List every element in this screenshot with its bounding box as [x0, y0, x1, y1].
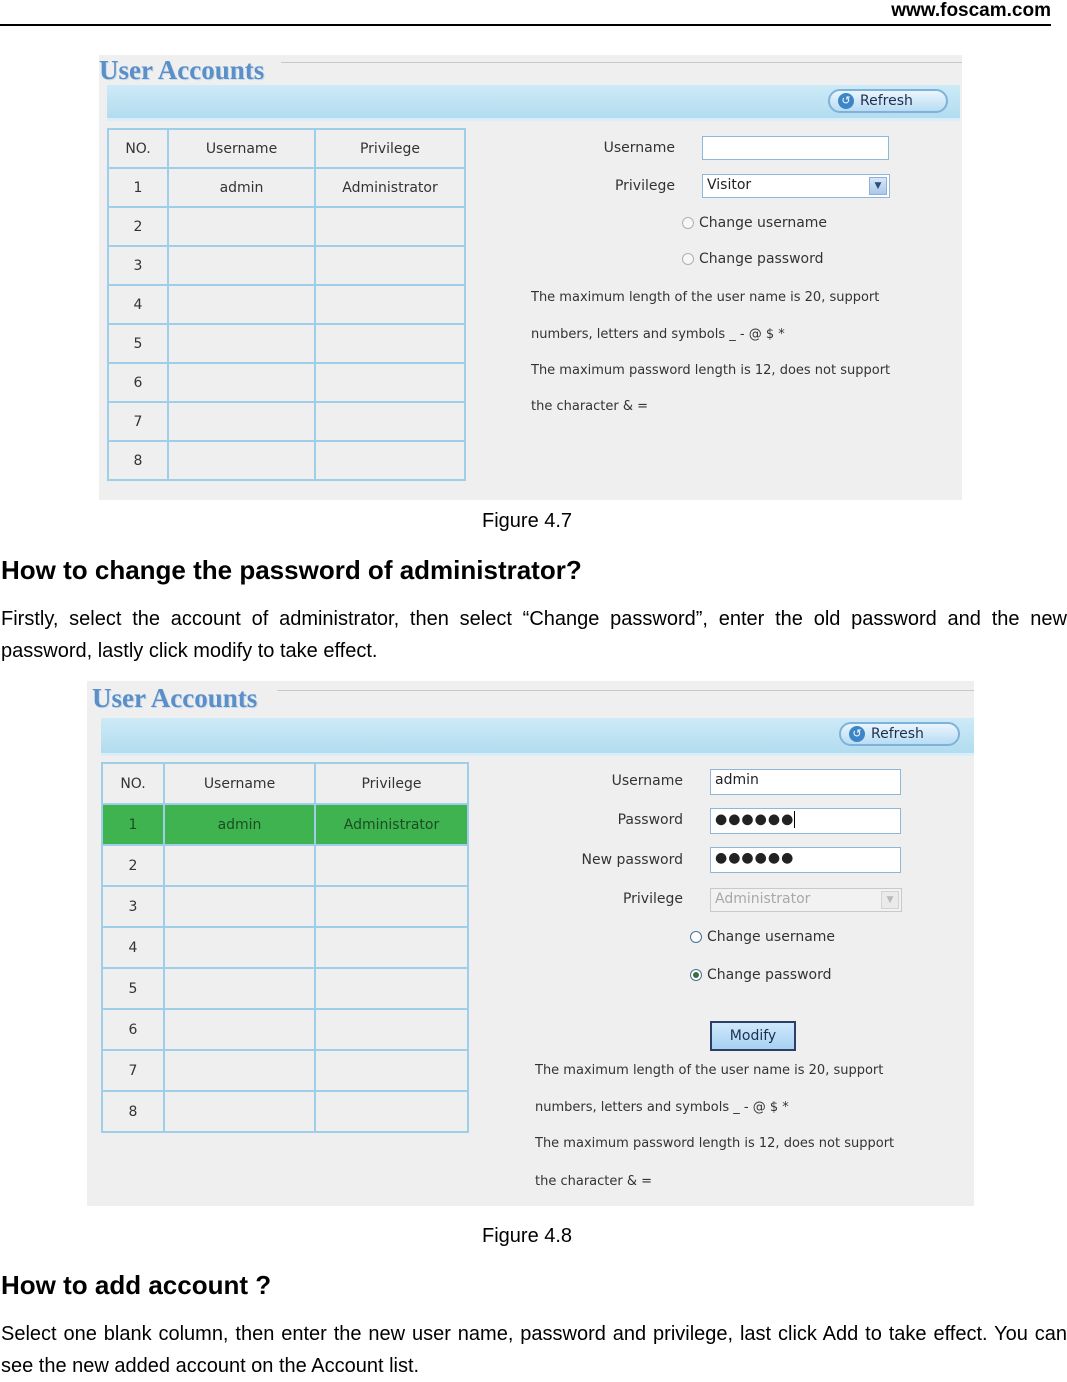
- table-row[interactable]: [102, 1050, 468, 1091]
- row-username: [164, 886, 315, 927]
- note-line: The maximum length of the user name is 20, support: [535, 1063, 884, 1078]
- note-line: numbers, letters and symbols _ - @ $ *: [535, 1100, 789, 1115]
- radio-checked-icon: [690, 969, 702, 981]
- row-privilege: [315, 845, 468, 886]
- note-line: The maximum length of the user name is 20, support: [531, 290, 880, 305]
- header-no: NO.: [108, 129, 168, 168]
- row-username: [164, 1009, 315, 1050]
- privilege-select[interactable]: [702, 174, 890, 198]
- refresh-button[interactable]: [828, 89, 948, 113]
- note-line: the character & =: [535, 1174, 653, 1189]
- table-header-row: [102, 763, 468, 804]
- table-row[interactable]: [102, 1009, 468, 1050]
- figure-title: User Accounts: [92, 683, 258, 713]
- row-privilege: [315, 285, 465, 324]
- figure-caption: Figure 4.7: [482, 510, 573, 532]
- row-privilege: [315, 402, 465, 441]
- privilege-value: Visitor: [707, 177, 752, 193]
- row-no: 4: [108, 285, 168, 324]
- row-no: 1: [102, 804, 164, 845]
- table-row[interactable]: [102, 927, 468, 968]
- radio-icon: [682, 217, 694, 229]
- username-label: Username: [611, 773, 683, 789]
- figure-4-7: [99, 55, 962, 500]
- table-row[interactable]: [108, 168, 465, 207]
- row-username: [164, 845, 315, 886]
- row-privilege: [315, 324, 465, 363]
- row-username: [164, 1050, 315, 1091]
- row-no: 7: [108, 402, 168, 441]
- row-privilege: [315, 1050, 468, 1091]
- header-username: Username: [168, 129, 315, 168]
- row-username: [164, 1091, 315, 1132]
- section-heading: How to add account ?: [1, 1270, 272, 1300]
- refresh-icon: ↺: [849, 726, 865, 742]
- row-no: 5: [108, 324, 168, 363]
- row-privilege: [315, 1091, 468, 1132]
- row-no: 1: [108, 168, 168, 207]
- privilege-value: Administrator: [715, 891, 811, 907]
- row-username: admin: [168, 168, 315, 207]
- row-username: [164, 968, 315, 1009]
- text-caret: [794, 811, 795, 828]
- radio-icon: [690, 931, 702, 943]
- title-divider: [281, 62, 962, 63]
- title-divider: [277, 690, 974, 691]
- header-username: Username: [164, 763, 315, 804]
- row-no: 2: [108, 207, 168, 246]
- privilege-select[interactable]: [710, 888, 902, 912]
- section-body: Select one blank column, then enter the new user name, password and privilege, last click Add to take effect. You can see the new added account on the Account list.: [1, 1323, 1067, 1377]
- row-privilege: [315, 1009, 468, 1050]
- toolbar: [107, 85, 960, 121]
- new-password-label: New password: [581, 852, 683, 868]
- row-no: 6: [108, 363, 168, 402]
- row-no: 4: [102, 927, 164, 968]
- privilege-label: Privilege: [622, 891, 683, 907]
- username-label: Username: [603, 140, 675, 156]
- row-privilege: [315, 363, 465, 402]
- chevron-down-icon: ▼: [869, 177, 887, 195]
- password-value: ●●●●●●: [715, 811, 795, 828]
- row-privilege: [315, 886, 468, 927]
- refresh-label: Refresh: [871, 726, 924, 742]
- change-password-option[interactable]: [682, 251, 824, 267]
- change-password-label: Change password: [707, 967, 832, 983]
- figure-title: User Accounts: [99, 55, 265, 85]
- row-privilege: [315, 968, 468, 1009]
- table-row[interactable]: [108, 363, 465, 402]
- new-password-input[interactable]: [710, 847, 901, 873]
- row-no: 6: [102, 1009, 164, 1050]
- table-row[interactable]: [102, 968, 468, 1009]
- row-privilege: [315, 207, 465, 246]
- accounts-table: [107, 128, 466, 481]
- row-username: [168, 363, 315, 402]
- change-username-option[interactable]: [690, 929, 835, 945]
- section-heading: How to change the password of administrator?: [1, 555, 582, 585]
- table-row[interactable]: [108, 246, 465, 285]
- change-password-option[interactable]: [690, 967, 832, 983]
- change-password-label: Change password: [699, 251, 824, 267]
- row-privilege: [315, 927, 468, 968]
- toolbar: [101, 718, 974, 756]
- table-row[interactable]: [102, 1091, 468, 1132]
- change-username-label: Change username: [707, 929, 836, 945]
- chevron-down-icon: ▼: [881, 891, 899, 909]
- row-privilege: [315, 441, 465, 480]
- accounts-table: [101, 762, 469, 1133]
- modify-button[interactable]: Modify: [710, 1021, 796, 1051]
- row-privilege: [315, 246, 465, 285]
- note-line: The maximum password length is 12, does not support: [531, 363, 891, 378]
- row-username: [164, 927, 315, 968]
- table-row-selected[interactable]: [102, 804, 468, 845]
- radio-icon: [682, 253, 694, 265]
- row-privilege: Administrator: [315, 804, 468, 845]
- new-password-value: ●●●●●●: [715, 850, 795, 866]
- row-privilege: Administrator: [315, 168, 465, 207]
- change-username-option[interactable]: [682, 215, 827, 231]
- row-no: 7: [102, 1050, 164, 1091]
- row-no: 3: [102, 886, 164, 927]
- note-line: The maximum password length is 12, does not support: [535, 1136, 895, 1151]
- row-username: [168, 402, 315, 441]
- username-input[interactable]: admin: [710, 769, 901, 795]
- header-no: NO.: [102, 763, 164, 804]
- password-input[interactable]: [710, 808, 901, 834]
- page-header: [0, 0, 1051, 26]
- figure-4-8: [87, 681, 974, 1206]
- refresh-button[interactable]: [839, 722, 960, 746]
- note-line: numbers, letters and symbols _ - @ $ *: [531, 327, 785, 342]
- row-no: 5: [102, 968, 164, 1009]
- table-row[interactable]: [108, 324, 465, 363]
- header-privilege: Privilege: [315, 129, 465, 168]
- table-row[interactable]: [108, 285, 465, 324]
- row-username: [168, 207, 315, 246]
- table-row[interactable]: [108, 207, 465, 246]
- change-username-label: Change username: [699, 215, 828, 231]
- row-username: [168, 441, 315, 480]
- password-label: Password: [617, 812, 683, 828]
- table-header-row: [108, 129, 465, 168]
- row-username: [168, 285, 315, 324]
- table-row[interactable]: [102, 886, 468, 927]
- row-no: 3: [108, 246, 168, 285]
- table-row[interactable]: [108, 441, 465, 480]
- privilege-label: Privilege: [614, 178, 675, 194]
- table-row[interactable]: [102, 845, 468, 886]
- row-no: 8: [108, 441, 168, 480]
- row-no: 2: [102, 845, 164, 886]
- table-row[interactable]: [108, 402, 465, 441]
- username-input[interactable]: [702, 136, 889, 160]
- row-username: [168, 246, 315, 285]
- refresh-icon: ↺: [838, 93, 854, 109]
- figure-caption: Figure 4.8: [482, 1225, 573, 1247]
- note-line: the character & =: [531, 399, 649, 414]
- section-body: Firstly, select the account of administrator, then select “Change password”, enter the old password and the new password, lastly click modify to take effect.: [1, 608, 1067, 662]
- row-no: 8: [102, 1091, 164, 1132]
- site-url: www.foscam.com: [891, 0, 1051, 21]
- header-privilege: Privilege: [315, 763, 468, 804]
- refresh-label: Refresh: [860, 93, 913, 109]
- row-username: admin: [164, 804, 315, 845]
- row-username: [168, 324, 315, 363]
